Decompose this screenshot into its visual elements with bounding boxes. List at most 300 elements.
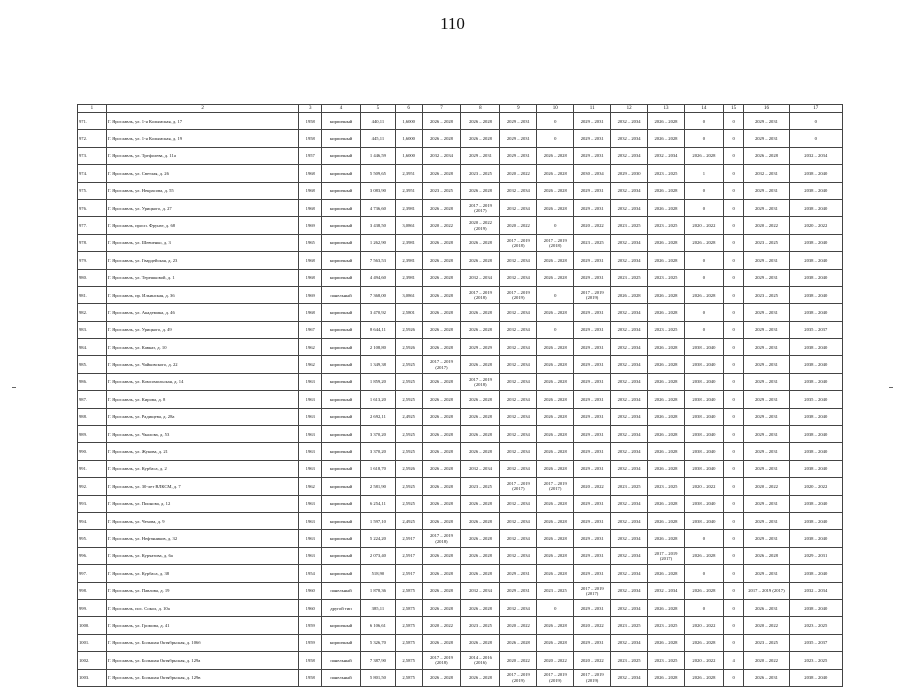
table-cell: 2032 – 2034 <box>611 582 648 599</box>
row-number-cell: 1001. <box>78 634 107 651</box>
table-cell: 2029 – 2031 <box>744 182 789 199</box>
table-cell: кирпичный <box>322 217 361 234</box>
table-cell: 2029 – 2029 <box>461 339 500 356</box>
address-cell: Г. Ярославль, ул. Шевченко, д. 3 <box>106 234 299 251</box>
table-cell: 2029 – 2031 <box>744 443 789 460</box>
table-row <box>78 478 843 495</box>
table-cell: 2038 – 2040 <box>684 443 723 460</box>
table-cell: 2029 – 2031 <box>574 269 611 286</box>
table-cell: 1968 <box>299 199 322 216</box>
table-cell: 2023 – 2025 <box>537 582 574 599</box>
table-cell: 2032 – 2034 <box>500 252 537 269</box>
table-cell: 2029 – 2031 <box>744 391 789 408</box>
table-cell: 2,5875 <box>395 669 422 686</box>
table-cell: 2032 – 2034 <box>422 147 461 164</box>
table-cell: 2038 – 2040 <box>789 460 843 477</box>
table-cell: 1 446,59 <box>360 147 395 164</box>
table-cell: 1 <box>684 165 723 182</box>
table-cell: 2,4925 <box>395 408 422 425</box>
table-cell: 2026 – 2028 <box>537 339 574 356</box>
table-cell: 2023 – 2025 <box>461 617 500 634</box>
table-cell: 2032 – 2034 <box>500 269 537 286</box>
table-cell: 2026 – 2028 <box>461 669 500 686</box>
table-cell: 2029 – 2031 <box>574 182 611 199</box>
table-cell: панельный <box>322 286 361 303</box>
table-cell: 0 <box>723 408 744 425</box>
table-cell: 2032 – 2034 <box>611 565 648 582</box>
table-cell: 2038 – 2040 <box>684 339 723 356</box>
table-cell: 0 <box>723 373 744 390</box>
table-cell: 2038 – 2040 <box>789 530 843 547</box>
address-cell: Г. Ярославль, ул. Радищева, д. 28а <box>106 408 299 425</box>
row-number-cell: 983. <box>78 321 107 338</box>
table-cell: 2032 – 2034 <box>500 426 537 443</box>
table-cell: 2 073,40 <box>360 547 395 564</box>
table-cell: 2020 – 2022 <box>744 617 789 634</box>
address-cell: Г. Ярославль, ул. Трефолева, д. 11а <box>106 147 299 164</box>
row-number-cell: 971. <box>78 113 107 130</box>
row-number-cell: 975. <box>78 182 107 199</box>
table-cell: 2020 – 2022 <box>574 617 611 634</box>
table-cell: 2026 – 2028 <box>461 634 500 651</box>
table-cell: 1962 <box>299 356 322 373</box>
table-cell: кирпичный <box>322 565 361 582</box>
table-row <box>78 130 843 147</box>
table-cell: 2026 – 2028 <box>648 339 685 356</box>
row-number-cell: 982. <box>78 304 107 321</box>
table-cell: 2029 – 2031 <box>744 339 789 356</box>
address-cell: Г. Ярославль, ул. Жукова, д. 21 <box>106 443 299 460</box>
table-cell: 0 <box>684 113 723 130</box>
table-cell: 2026 – 2028 <box>648 599 685 616</box>
table-cell: 0 <box>723 426 744 443</box>
table-cell: 2017 – 2019 (2019) <box>500 669 537 686</box>
table-cell: 3,0861 <box>395 286 422 303</box>
table-cell: 2,5875 <box>395 582 422 599</box>
table-cell: 2023 – 2025 <box>744 286 789 303</box>
table-cell: 1963 <box>299 443 322 460</box>
table-cell: 2026 – 2028 <box>537 547 574 564</box>
address-cell: Г. Ярославль, ул. Академика, д. 46 <box>106 304 299 321</box>
table-cell: 2029 – 2031 <box>574 373 611 390</box>
table-cell: 1 859,20 <box>360 373 395 390</box>
table-cell: 1968 <box>299 252 322 269</box>
table-cell: 0 <box>723 582 744 599</box>
table-cell: кирпичный <box>322 356 361 373</box>
table-cell: 2029 – 2031 <box>744 199 789 216</box>
address-cell: Г. Ярославль, ул. Кирова, д. 8 <box>106 391 299 408</box>
row-number-cell: 978. <box>78 234 107 251</box>
table-row <box>78 113 843 130</box>
table-cell: 1968 <box>299 269 322 286</box>
table-row <box>78 252 843 269</box>
table-cell: 2026 – 2028 <box>648 113 685 130</box>
table-cell: кирпичный <box>322 373 361 390</box>
table-cell: 1 613,20 <box>360 391 395 408</box>
table-cell: 2026 – 2028 <box>537 356 574 373</box>
table-cell: 2026 – 2028 <box>684 547 723 564</box>
table-cell: 2032 – 2034 <box>611 234 648 251</box>
table-cell: 2023 – 2025 <box>461 478 500 495</box>
table-cell: 2032 – 2034 <box>611 391 648 408</box>
table-cell: 0 <box>723 339 744 356</box>
table-cell: 0 <box>684 130 723 147</box>
table-cell: 2017 – 2019 (2017) <box>500 478 537 495</box>
table-cell: 2032 – 2034 <box>500 304 537 321</box>
table-cell: кирпичный <box>322 530 361 547</box>
table-cell: 2026 – 2028 <box>537 565 574 582</box>
table-cell: 0 <box>723 165 744 182</box>
row-number-cell: 990. <box>78 443 107 460</box>
table-cell: 2017 – 2019 (2019) <box>537 669 574 686</box>
table-cell: 0 <box>684 599 723 616</box>
address-cell: Г. Ярославль, ул. 1-я Колымская, д. 19 <box>106 130 299 147</box>
table-cell: 2026 – 2028 <box>461 426 500 443</box>
table-cell: 0 <box>723 617 744 634</box>
table-cell: 2032 – 2034 <box>611 356 648 373</box>
table-cell: 2017 – 2019 (2019) <box>500 286 537 303</box>
table-cell: 2035 – 2037 <box>789 634 843 651</box>
column-number-cell: 13 <box>648 105 685 113</box>
table-cell: 1959 <box>299 617 322 634</box>
table-cell: 2017 – 2019 (2017) <box>648 547 685 564</box>
table-cell: 2017 – 2019 (2018) <box>422 530 461 547</box>
table-cell: 2032 – 2034 <box>611 130 648 147</box>
address-cell: Г. Ярославль, ул. Курчатова, д. 6а <box>106 547 299 564</box>
table-cell: 2026 – 2028 <box>422 339 461 356</box>
table-cell: 2026 – 2028 <box>648 304 685 321</box>
table-row <box>78 165 843 182</box>
table-cell: 2020 – 2022 <box>500 165 537 182</box>
table-cell: 2023 – 2025 <box>611 217 648 234</box>
column-number-cell: 3 <box>299 105 322 113</box>
table-cell: 0 <box>723 460 744 477</box>
table-cell: 1957 <box>299 147 322 164</box>
table-cell: 2026 – 2028 <box>461 495 500 512</box>
address-cell: Г. Ярославль, просп. Фрунзе, д. 68 <box>106 217 299 234</box>
table-cell: 2029 – 2031 <box>744 130 789 147</box>
address-cell: Г. Ярославль, ул. 30-лет ВЛКСМ, д. 7 <box>106 478 299 495</box>
table-cell: 2038 – 2040 <box>789 269 843 286</box>
row-number-cell: 991. <box>78 460 107 477</box>
table-cell: кирпичный <box>322 269 361 286</box>
table-cell: 2038 – 2040 <box>789 495 843 512</box>
table-cell: 1959 <box>299 634 322 651</box>
table-cell: 2023 – 2025 <box>461 165 500 182</box>
table-cell: 6 254,11 <box>360 495 395 512</box>
table-cell: 440,11 <box>360 113 395 130</box>
row-number-cell: 974. <box>78 165 107 182</box>
row-number-cell: 981. <box>78 286 107 303</box>
table-cell: 2020 – 2022 <box>684 652 723 669</box>
table-cell: 2017 – 2019 (2019) <box>574 286 611 303</box>
table-cell: 2032 – 2034 <box>611 426 648 443</box>
table-cell: 2029 – 2031 <box>744 495 789 512</box>
table-cell: 2026 – 2028 <box>422 478 461 495</box>
table-cell: 2,5925 <box>395 391 422 408</box>
table-cell: 2029 – 2031 <box>500 147 537 164</box>
table-cell: 2023 – 2025 <box>648 617 685 634</box>
table-cell: 2023 – 2025 <box>744 634 789 651</box>
table-cell: 2032 – 2034 <box>611 530 648 547</box>
table-cell: 2023 – 2025 <box>611 652 648 669</box>
table-row <box>78 147 843 164</box>
address-cell: Г. Ярославль, ул. Павлова, д. 19 <box>106 582 299 599</box>
table-cell: 2038 – 2040 <box>789 565 843 582</box>
address-cell: Г. Ярославль, ул. Курбаса, д. 38 <box>106 565 299 582</box>
table-cell: 1963 <box>299 391 322 408</box>
column-number-cell: 6 <box>395 105 422 113</box>
table-cell: кирпичный <box>322 199 361 216</box>
table-cell: 2026 – 2028 <box>648 512 685 529</box>
table-cell: 0 <box>684 199 723 216</box>
table-cell: 0 <box>723 217 744 234</box>
table-cell: 2029 – 2031 <box>744 304 789 321</box>
table-cell: кирпичный <box>322 339 361 356</box>
table-cell: 2,5875 <box>395 652 422 669</box>
address-cell: Г. Ярославль, ул. Большая Октябрьская, д. 129а <box>106 652 299 669</box>
table-cell: 3 083,90 <box>360 182 395 199</box>
table-cell: 2026 – 2028 <box>537 443 574 460</box>
table-cell: 2026 – 2028 <box>461 530 500 547</box>
table-cell: 2038 – 2040 <box>789 182 843 199</box>
address-cell: Г. Ярославль, ул. Большая Октябрьская, д. 106б <box>106 634 299 651</box>
table-cell: 0 <box>723 547 744 564</box>
table-row <box>78 408 843 425</box>
table-cell: 0 <box>723 634 744 651</box>
table-cell: 2032 – 2034 <box>500 443 537 460</box>
row-number-cell: 995. <box>78 530 107 547</box>
table-cell: 2017 – 2019 (2017) <box>422 356 461 373</box>
table-cell: 1965 <box>299 234 322 251</box>
table-cell: 2029 – 2031 <box>574 495 611 512</box>
table-cell: 2032 – 2034 <box>648 582 685 599</box>
table-cell: 2032 – 2034 <box>500 530 537 547</box>
table-cell: 2026 – 2028 <box>648 234 685 251</box>
table-cell: 2026 – 2028 <box>422 669 461 686</box>
table-row <box>78 182 843 199</box>
table-cell: 2029 – 2031 <box>574 113 611 130</box>
table-cell: 4 <box>723 652 744 669</box>
table-cell: 0 <box>723 252 744 269</box>
table-cell: 1958 <box>299 130 322 147</box>
table-cell: 2026 – 2028 <box>422 443 461 460</box>
table-cell: 1963 <box>299 426 322 443</box>
table-cell: 2,5925 <box>395 443 422 460</box>
table-cell: 2026 – 2028 <box>684 147 723 164</box>
table-cell: 2026 – 2028 <box>648 495 685 512</box>
table-cell: 2026 – 2028 <box>537 147 574 164</box>
schedule-table-sheet <box>77 104 843 687</box>
table-row <box>78 217 843 234</box>
table-cell: 2038 – 2040 <box>789 199 843 216</box>
table-cell: 2,5875 <box>395 617 422 634</box>
table-cell: 2023 – 2025 <box>611 478 648 495</box>
table-cell: 1958 <box>299 652 322 669</box>
column-number-cell: 16 <box>744 105 789 113</box>
address-cell: Г. Ярославль, ул. Некрасова, д. 55 <box>106 182 299 199</box>
table-cell: 2014 – 2016 (2016) <box>461 652 500 669</box>
table-cell: 2032 – 2034 <box>789 147 843 164</box>
table-cell: 2026 – 2028 <box>684 234 723 251</box>
table-cell: 1963 <box>299 408 322 425</box>
column-number-cell: 10 <box>537 105 574 113</box>
table-cell: 2029 – 2031 <box>574 426 611 443</box>
table-cell: 2029 – 2031 <box>744 512 789 529</box>
table-cell: 2029 – 2031 <box>574 408 611 425</box>
table-body <box>78 105 843 687</box>
row-number-cell: 989. <box>78 426 107 443</box>
table-cell: 0 <box>684 321 723 338</box>
table-cell: 2017 – 2019 (2019) <box>574 669 611 686</box>
table-cell: 2020 – 2022 <box>537 652 574 669</box>
table-cell: 0 <box>723 391 744 408</box>
address-cell: Г. Ярославль, ул. Комсомольская, д. 14 <box>106 373 299 390</box>
table-cell: 3 370,20 <box>360 443 395 460</box>
table-cell: 2032 – 2034 <box>500 599 537 616</box>
table-cell: 2026 – 2028 <box>422 321 461 338</box>
table-cell: 0 <box>723 286 744 303</box>
table-row <box>78 391 843 408</box>
table-cell: 2026 – 2028 <box>537 426 574 443</box>
table-cell: 2026 – 2028 <box>537 165 574 182</box>
table-cell: 2020 – 2022 <box>789 217 843 234</box>
table-cell: 0 <box>684 565 723 582</box>
table-cell: 2017 – 2019 (2018) <box>461 286 500 303</box>
table-cell: 2,3981 <box>395 199 422 216</box>
row-number-cell: 1000. <box>78 617 107 634</box>
table-cell: 2026 – 2028 <box>422 286 461 303</box>
table-row <box>78 304 843 321</box>
table-cell: кирпичный <box>322 426 361 443</box>
table-cell: 2032 – 2034 <box>500 391 537 408</box>
column-number-cell: 4 <box>322 105 361 113</box>
table-row <box>78 269 843 286</box>
table-cell: 0 <box>723 321 744 338</box>
table-cell: 2029 – 2031 <box>574 147 611 164</box>
table-cell: кирпичный <box>322 617 361 634</box>
table-cell: 2029 – 2031 <box>744 530 789 547</box>
table-cell: 2023 – 2025 <box>648 478 685 495</box>
table-cell: 1963 <box>299 460 322 477</box>
table-cell: 1967 <box>299 321 322 338</box>
table-cell: 1963 <box>299 547 322 564</box>
table-cell: 2035 – 2037 <box>789 321 843 338</box>
table-cell: 0 <box>537 113 574 130</box>
address-cell: Г. Ярославль, ул. Пионова, д. 12 <box>106 495 299 512</box>
margin-mark-left <box>12 387 16 388</box>
table-cell: 2026 – 2028 <box>684 634 723 651</box>
address-cell: Г. Ярославль, ул. Гвардейская, д. 23 <box>106 252 299 269</box>
table-cell: 2023 – 2025 <box>648 269 685 286</box>
table-cell: кирпичный <box>322 634 361 651</box>
table-cell: 1,6000 <box>395 130 422 147</box>
table-cell: 2032 – 2034 <box>611 408 648 425</box>
table-cell: 0 <box>723 147 744 164</box>
table-cell: 2017 – 2019 (2018) <box>461 373 500 390</box>
table-cell: 2026 – 2028 <box>422 234 461 251</box>
table-row <box>78 634 843 651</box>
address-cell: Г. Ярославль, ул. Большая Октябрьская, д. 129в <box>106 669 299 686</box>
table-cell: кирпичный <box>322 391 361 408</box>
table-cell: 2038 – 2040 <box>789 443 843 460</box>
table-cell: 0 <box>723 599 744 616</box>
table-cell: 2026 – 2028 <box>461 321 500 338</box>
table-cell: 2026 – 2028 <box>422 269 461 286</box>
table-cell: 2029 – 2031 <box>744 460 789 477</box>
table-row <box>78 339 843 356</box>
column-number-cell: 17 <box>789 105 843 113</box>
row-number-cell: 998. <box>78 582 107 599</box>
table-cell: 2 108,80 <box>360 339 395 356</box>
table-cell: кирпичный <box>322 165 361 182</box>
table-cell: кирпичный <box>322 147 361 164</box>
row-number-cell: 999. <box>78 599 107 616</box>
table-cell: 2032 – 2034 <box>611 339 648 356</box>
table-cell: 0 <box>684 182 723 199</box>
address-cell: Г. Ярославль, ул. Кавказ, д. 10 <box>106 339 299 356</box>
table-cell: 2029 – 2031 <box>574 321 611 338</box>
table-cell: 2029 – 2031 <box>574 130 611 147</box>
table-cell: 2,5925 <box>395 495 422 512</box>
table-cell: 2023 – 2025 <box>574 234 611 251</box>
table-cell: 2,5917 <box>395 565 422 582</box>
table-cell: 2026 – 2028 <box>422 391 461 408</box>
table-cell: кирпичный <box>322 408 361 425</box>
table-cell: 2026 – 2028 <box>422 512 461 529</box>
table-cell: 2026 – 2028 <box>648 373 685 390</box>
table-cell: кирпичный <box>322 252 361 269</box>
table-cell: 0 <box>789 130 843 147</box>
table-cell: 2032 – 2034 <box>611 512 648 529</box>
table-cell: 2029 – 2031 <box>744 356 789 373</box>
table-cell: кирпичный <box>322 113 361 130</box>
address-cell: Г. Ярославль, ул. 1-я Колымская, д. 17 <box>106 113 299 130</box>
table-cell: 3 438,50 <box>360 217 395 234</box>
table-cell: 0 <box>789 113 843 130</box>
table-cell: другой тип <box>322 599 361 616</box>
table-cell: 2,4925 <box>395 512 422 529</box>
table-cell: 2026 – 2028 <box>422 426 461 443</box>
table-cell: 2017 – 2019 (2017) <box>461 199 500 216</box>
table-cell: 2026 – 2028 <box>422 165 461 182</box>
table-cell: 2017 – 2019 (2018) <box>537 234 574 251</box>
table-row <box>78 199 843 216</box>
table-cell: 2026 – 2028 <box>422 199 461 216</box>
table-cell: 2026 – 2028 <box>648 634 685 651</box>
table-row <box>78 617 843 634</box>
table-cell: 2026 – 2028 <box>537 512 574 529</box>
table-cell: 1954 <box>299 565 322 582</box>
table-cell: 1968 <box>299 182 322 199</box>
table-cell: 2038 – 2040 <box>789 286 843 303</box>
table-cell: 2026 – 2028 <box>422 460 461 477</box>
table-cell: 0 <box>723 113 744 130</box>
table-cell: 2026 – 2028 <box>537 495 574 512</box>
table-cell: 2,5925 <box>395 373 422 390</box>
table-cell: 2029 – 2031 <box>574 252 611 269</box>
table-cell: 2020 – 2022 <box>574 217 611 234</box>
table-cell: 2020 – 2022 <box>684 617 723 634</box>
address-cell: Г. Ярославль, пр. Ильинская, д. 36 <box>106 286 299 303</box>
table-cell: 2026 – 2031 <box>744 669 789 686</box>
table-cell: 2017 – 2019 (2017) <box>744 582 789 599</box>
table-row <box>78 443 843 460</box>
table-cell: 2,5875 <box>395 634 422 651</box>
address-cell: Г. Ярославль, ул. Чайковского, д. 22 <box>106 356 299 373</box>
table-cell: 2032 – 2034 <box>611 495 648 512</box>
table-cell: 0 <box>723 269 744 286</box>
